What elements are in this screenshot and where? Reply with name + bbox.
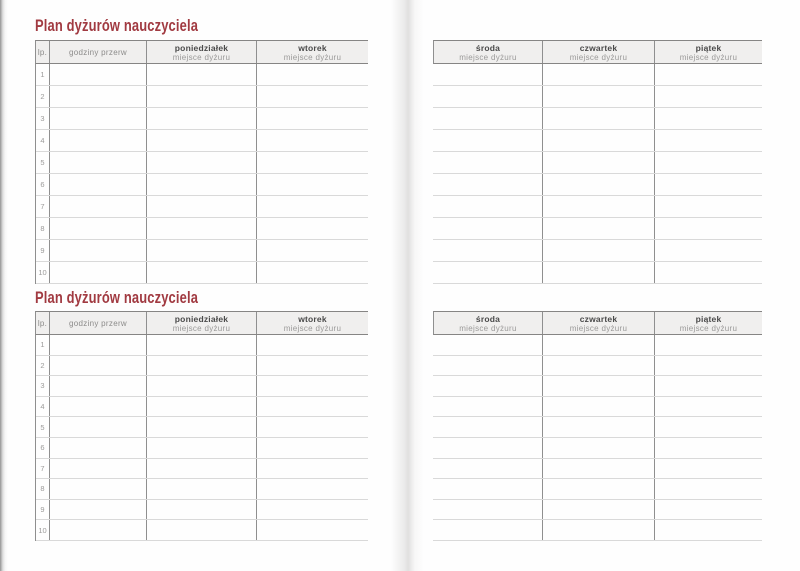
row-number: 1	[36, 64, 50, 85]
duty-place-cell	[147, 356, 257, 376]
duty-place-cell	[543, 152, 655, 173]
table-row	[36, 459, 368, 480]
duty-place-cell	[543, 262, 655, 283]
table-row	[36, 108, 368, 130]
col-header-monday	[147, 312, 257, 334]
duty-place-cell	[655, 376, 762, 396]
duty-place-cell	[655, 397, 762, 417]
row-number: 10	[36, 262, 50, 283]
table-header	[35, 40, 368, 64]
col-header-thursday	[543, 312, 655, 334]
duty-place-cell	[543, 86, 655, 107]
duty-place-cell	[433, 218, 543, 239]
col-header-lp: lp.	[36, 41, 50, 63]
row-number: 3	[36, 108, 50, 129]
break-hours-cell	[50, 397, 147, 417]
duty-place-cell	[655, 218, 762, 239]
duty-place-cell	[147, 218, 257, 239]
duty-place-cell	[257, 262, 368, 283]
duty-place-cell	[147, 459, 257, 479]
duty-place-cell	[257, 218, 368, 239]
duty-place-cell	[257, 152, 368, 173]
duty-place-cell	[655, 459, 762, 479]
break-hours-cell	[50, 218, 147, 239]
table-row	[433, 459, 762, 480]
duty-place-cell	[147, 152, 257, 173]
duty-place-cell	[655, 500, 762, 520]
duty-place-cell	[543, 130, 655, 151]
duty-place-cell	[257, 64, 368, 85]
break-hours-cell	[50, 196, 147, 217]
duty-table-left-bottom	[35, 311, 368, 541]
duty-place-label: miejsce dyżuru	[172, 52, 231, 62]
day-name: wtorek	[298, 313, 327, 324]
break-hours-cell	[50, 86, 147, 107]
table-row	[36, 262, 368, 284]
duty-place-cell	[257, 459, 368, 479]
duty-place-cell	[147, 335, 257, 355]
duty-place-cell	[655, 196, 762, 217]
duty-place-cell	[655, 356, 762, 376]
duty-place-cell	[257, 356, 368, 376]
col-header-break-hours: godziny przerw	[50, 312, 147, 334]
duty-place-cell	[433, 335, 543, 355]
duty-place-label: miejsce dyżuru	[459, 52, 517, 62]
duty-place-cell	[433, 500, 543, 520]
col-header-friday	[655, 41, 762, 63]
row-number: 8	[36, 218, 50, 239]
duty-place-cell	[257, 520, 368, 540]
duty-place-cell	[433, 479, 543, 499]
table-row	[36, 86, 368, 108]
duty-place-cell	[433, 356, 543, 376]
duty-place-cell	[543, 356, 655, 376]
duty-place-cell	[433, 520, 543, 540]
duty-place-cell	[147, 86, 257, 107]
table-row	[36, 335, 368, 356]
duty-place-cell	[257, 86, 368, 107]
duty-place-label: miejsce dyżuru	[283, 323, 342, 333]
day-name: środa	[475, 42, 501, 53]
duty-place-cell	[543, 479, 655, 499]
duty-place-cell	[655, 86, 762, 107]
duty-place-cell	[433, 262, 543, 283]
duty-place-cell	[655, 417, 762, 437]
duty-place-cell	[257, 174, 368, 195]
table-row	[433, 520, 762, 541]
duty-table-right-bottom	[433, 311, 762, 541]
duty-table-right-top	[433, 40, 762, 284]
table-row	[433, 479, 762, 500]
duty-place-cell	[147, 438, 257, 458]
table-row	[433, 417, 762, 438]
duty-place-cell	[257, 130, 368, 151]
break-hours-cell	[50, 356, 147, 376]
table-row	[433, 356, 762, 377]
table-row	[36, 196, 368, 218]
row-number: 7	[36, 459, 50, 479]
table-row	[433, 218, 762, 240]
row-number: 10	[36, 520, 50, 540]
break-hours-cell	[50, 174, 147, 195]
row-number: 3	[36, 376, 50, 396]
duty-place-cell	[433, 438, 543, 458]
table-row	[36, 130, 368, 152]
duty-place-cell	[433, 152, 543, 173]
col-header-tuesday	[257, 41, 368, 63]
duty-place-cell	[433, 417, 543, 437]
table-row	[36, 152, 368, 174]
table-row	[433, 438, 762, 459]
row-number: 6	[36, 438, 50, 458]
break-hours-cell	[50, 500, 147, 520]
row-number: 8	[36, 479, 50, 499]
duty-place-cell	[147, 130, 257, 151]
table-row	[433, 335, 762, 356]
break-hours-cell	[50, 520, 147, 540]
day-name: piątek	[695, 42, 722, 53]
row-number: 1	[36, 335, 50, 355]
duty-place-cell	[543, 500, 655, 520]
table-row	[36, 240, 368, 262]
page-left-edge-shadow	[0, 0, 8, 571]
day-name: czwartek	[579, 42, 618, 53]
col-header-thursday	[543, 41, 655, 63]
break-hours-cell	[50, 152, 147, 173]
table-row	[433, 108, 762, 130]
duty-place-label: miejsce dyżuru	[283, 52, 342, 62]
break-hours-cell	[50, 376, 147, 396]
table-body	[35, 335, 368, 541]
duty-place-label: miejsce dyżuru	[569, 323, 628, 333]
duty-place-cell	[543, 520, 655, 540]
duty-place-cell	[147, 108, 257, 129]
table-row	[36, 218, 368, 240]
table-header	[433, 311, 762, 335]
duty-place-cell	[147, 500, 257, 520]
col-header-wednesday	[434, 41, 543, 63]
duty-place-cell	[147, 196, 257, 217]
break-hours-cell	[50, 262, 147, 283]
duty-place-cell	[655, 130, 762, 151]
table-row	[36, 376, 368, 397]
page-title: Plan dyżurów nauczyciela	[35, 288, 199, 307]
duty-place-cell	[147, 417, 257, 437]
duty-place-cell	[147, 479, 257, 499]
table-header	[433, 40, 762, 64]
duty-place-cell	[543, 218, 655, 239]
day-name: wtorek	[298, 42, 327, 53]
duty-place-cell	[257, 196, 368, 217]
table-row	[36, 479, 368, 500]
duty-place-cell	[655, 520, 762, 540]
table-row	[433, 240, 762, 262]
duty-place-cell	[433, 108, 543, 129]
duty-place-cell	[257, 479, 368, 499]
col-header-wednesday	[434, 312, 543, 334]
duty-place-label: miejsce dyżuru	[679, 52, 738, 62]
col-header-break-hours: godziny przerw	[50, 41, 147, 63]
duty-place-cell	[543, 196, 655, 217]
table-row	[433, 130, 762, 152]
duty-place-cell	[655, 174, 762, 195]
row-number: 5	[36, 152, 50, 173]
table-row	[36, 174, 368, 196]
duty-place-cell	[147, 174, 257, 195]
duty-place-cell	[543, 459, 655, 479]
duty-place-cell	[257, 397, 368, 417]
row-number: 6	[36, 174, 50, 195]
table-row	[433, 152, 762, 174]
duty-place-cell	[543, 397, 655, 417]
duty-place-cell	[655, 240, 762, 261]
duty-place-cell	[543, 335, 655, 355]
duty-place-cell	[433, 174, 543, 195]
duty-place-cell	[655, 262, 762, 283]
duty-place-cell	[257, 108, 368, 129]
break-hours-cell	[50, 130, 147, 151]
table-row	[433, 86, 762, 108]
row-number: 5	[36, 417, 50, 437]
duty-place-cell	[433, 86, 543, 107]
duty-place-cell	[433, 130, 543, 151]
duty-place-label: miejsce dyżuru	[459, 323, 517, 333]
day-name: poniedziałek	[174, 313, 229, 324]
col-header-tuesday	[257, 312, 368, 334]
duty-place-cell	[257, 335, 368, 355]
duty-place-label: miejsce dyżuru	[172, 323, 231, 333]
duty-place-cell	[655, 152, 762, 173]
table-row	[36, 438, 368, 459]
duty-place-cell	[655, 64, 762, 85]
table-row	[433, 397, 762, 418]
duty-place-cell	[433, 196, 543, 217]
table-row	[36, 500, 368, 521]
duty-place-cell	[433, 64, 543, 85]
col-header-lp: lp.	[36, 312, 50, 334]
table-row	[433, 64, 762, 86]
duty-place-cell	[147, 240, 257, 261]
duty-place-cell	[433, 376, 543, 396]
table-row	[433, 262, 762, 284]
day-name: piątek	[695, 313, 722, 324]
row-number: 2	[36, 356, 50, 376]
duty-place-cell	[433, 397, 543, 417]
table-row	[433, 174, 762, 196]
break-hours-cell	[50, 417, 147, 437]
duty-place-cell	[543, 64, 655, 85]
row-number: 4	[36, 397, 50, 417]
row-number: 9	[36, 500, 50, 520]
duty-place-cell	[257, 417, 368, 437]
table-row	[433, 376, 762, 397]
col-header-monday	[147, 41, 257, 63]
break-hours-cell	[50, 335, 147, 355]
day-name: środa	[475, 313, 501, 324]
row-number: 2	[36, 86, 50, 107]
duty-place-cell	[543, 438, 655, 458]
row-number: 9	[36, 240, 50, 261]
duty-place-cell	[433, 240, 543, 261]
page-title: Plan dyżurów nauczyciela	[35, 16, 199, 35]
table-body	[433, 64, 762, 284]
break-hours-cell	[50, 240, 147, 261]
table-header	[35, 311, 368, 335]
duty-place-cell	[655, 438, 762, 458]
spine-gutter-shadow	[391, 0, 424, 571]
duty-place-cell	[147, 64, 257, 85]
duty-place-cell	[543, 108, 655, 129]
table-row	[433, 500, 762, 521]
day-name: poniedziałek	[174, 42, 229, 53]
break-hours-cell	[50, 108, 147, 129]
duty-place-cell	[655, 479, 762, 499]
duty-place-cell	[543, 174, 655, 195]
duty-place-cell	[147, 262, 257, 283]
table-row	[36, 520, 368, 541]
duty-place-cell	[543, 240, 655, 261]
table-row	[433, 196, 762, 218]
duty-place-cell	[147, 520, 257, 540]
duty-place-cell	[147, 397, 257, 417]
duty-place-cell	[655, 108, 762, 129]
table-row	[36, 356, 368, 377]
col-header-friday	[655, 312, 762, 334]
duty-place-cell	[257, 500, 368, 520]
duty-place-cell	[655, 335, 762, 355]
break-hours-cell	[50, 438, 147, 458]
duty-place-label: miejsce dyżuru	[569, 52, 628, 62]
table-row	[36, 417, 368, 438]
duty-place-cell	[543, 417, 655, 437]
duty-place-cell	[257, 438, 368, 458]
table-row	[36, 397, 368, 418]
duty-place-cell	[257, 240, 368, 261]
duty-place-cell	[543, 376, 655, 396]
table-row	[36, 64, 368, 86]
row-number: 4	[36, 130, 50, 151]
duty-place-cell	[147, 376, 257, 396]
day-name: czwartek	[579, 313, 618, 324]
break-hours-cell	[50, 64, 147, 85]
table-body	[433, 335, 762, 541]
row-number: 7	[36, 196, 50, 217]
break-hours-cell	[50, 479, 147, 499]
table-body	[35, 64, 368, 284]
break-hours-cell	[50, 459, 147, 479]
duty-place-cell	[257, 376, 368, 396]
duty-place-label: miejsce dyżuru	[679, 323, 738, 333]
duty-table-left-top	[35, 40, 368, 284]
duty-place-cell	[433, 459, 543, 479]
